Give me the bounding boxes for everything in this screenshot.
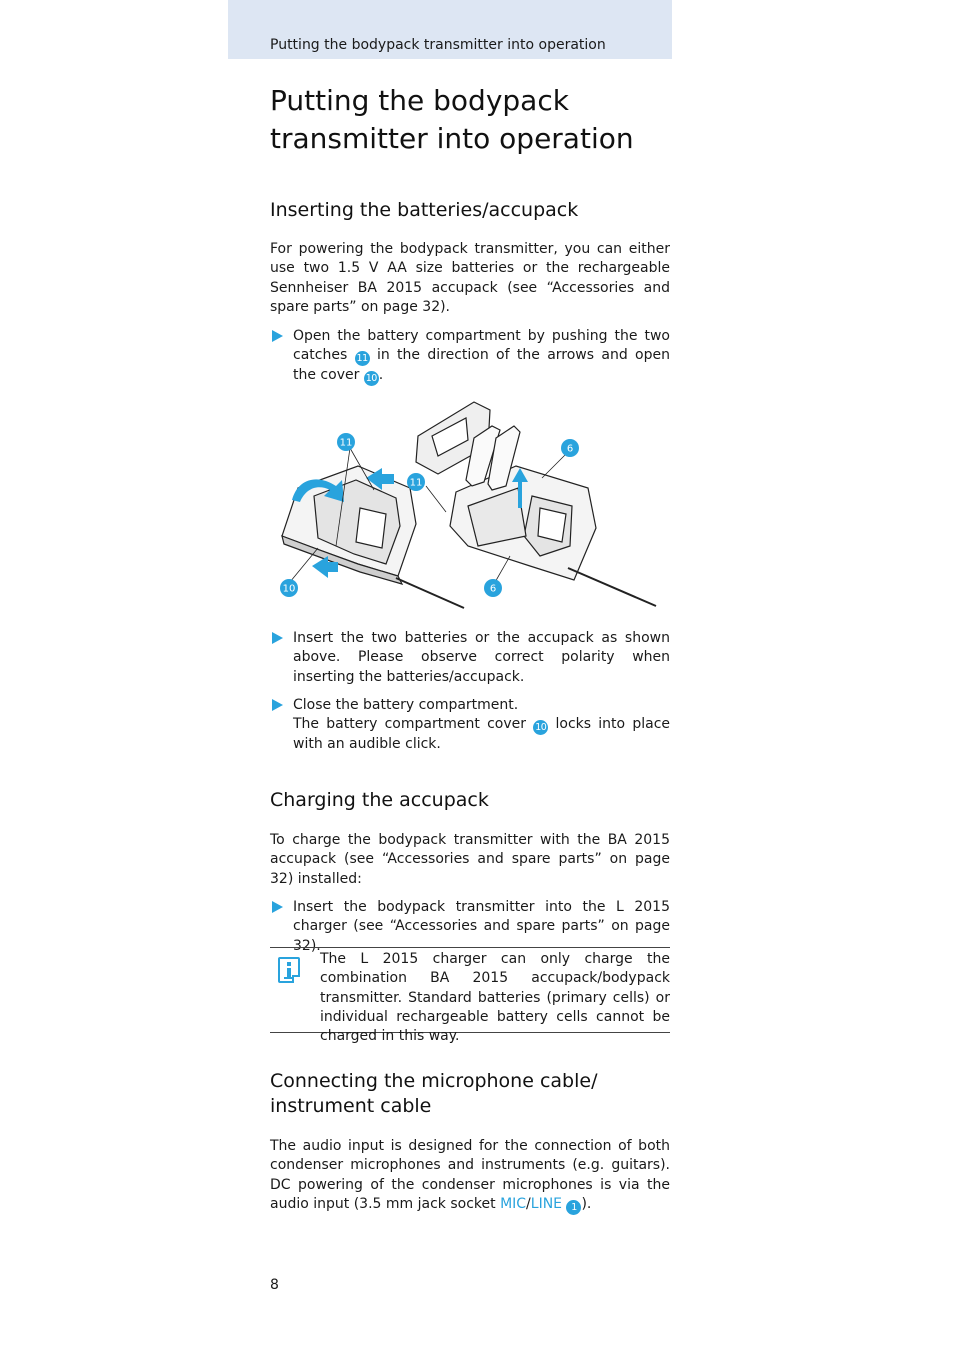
section-heading-charging: Charging the accupack xyxy=(270,789,489,811)
section-heading-cable: Connecting the microphone cable/ instrument cable xyxy=(270,1070,598,1117)
battery-insertion-illustration xyxy=(278,396,668,616)
step-open-compartment xyxy=(270,327,670,386)
callout-jack-icon: 1 xyxy=(566,1200,581,1215)
cable-body-end: ). xyxy=(581,1195,592,1212)
step-text: . xyxy=(378,367,384,384)
callout-cover-icon: 10 xyxy=(535,722,547,734)
step-text: in the direction of the arrows and open the cover xyxy=(293,347,670,384)
callout-catch-icon: 11 xyxy=(356,353,368,365)
info-note-text: The L 2015 charger can only charge the combination BA 2015 accupack/bodypack transmitter. Standard batteries (primary cells) or individual rechargeable battery cells cannot be charged in this way. xyxy=(320,951,670,1045)
bodypack-drawing xyxy=(278,396,668,616)
figure-callout-6: 6 xyxy=(489,583,497,595)
step-text: Insert the bodypack transmitter into the L 2015 charger (see “Accessories and spare parts” on page 32). xyxy=(293,899,670,954)
page-title: Putting the bodypack transmitter into operation xyxy=(270,84,634,155)
step-text: Insert the two batteries or the accupack as shown above. Please observe correct polarity when inserting the batteries/accupack. xyxy=(293,630,670,685)
info-note xyxy=(270,947,670,1045)
charging-intro: To charge the bodypack transmitter with the BA 2015 accupack (see “Accessories and spare parts” on page 32) installed: xyxy=(270,832,670,887)
running-header: Putting the bodypack transmitter into operation xyxy=(270,37,606,53)
line-label: LINE xyxy=(530,1195,563,1212)
step-arrow-icon xyxy=(272,901,283,913)
figure-callout-11: 11 xyxy=(339,437,353,449)
step-text: Open the battery compartment by pushing the two catches xyxy=(293,328,670,364)
page-number: 8 xyxy=(270,1277,279,1293)
figure-callout-6: 6 xyxy=(566,443,574,455)
step-insert-batteries xyxy=(270,629,670,687)
section-heading-batteries: Inserting the batteries/accupack xyxy=(270,199,579,221)
step-arrow-icon xyxy=(272,330,283,342)
step-arrow-icon xyxy=(272,632,283,644)
step-text: Close the battery compartment. xyxy=(293,697,519,713)
figure-callout-10: 10 xyxy=(282,583,296,595)
batteries-intro: For powering the bodypack transmitter, you can either use two 1.5 V AA size batteries or the rechargeable Sennheiser BA 2015 accupack (see “Accessories and spare parts” on page 32). xyxy=(270,241,670,315)
separator: / xyxy=(526,1195,531,1212)
callout-cover-icon: 10 xyxy=(365,373,377,385)
cable-body-text: The audio input is designed for the connection of both condenser microphones and instruments (e.g. guitars). DC powering of the condenser microphones is via the audio input (3.5 mm jack socket xyxy=(270,1138,670,1212)
step-result-text: The battery compartment cover xyxy=(293,716,526,733)
step-result-text: locks into place with an audible click. xyxy=(293,716,671,753)
info-icon xyxy=(278,957,300,983)
figure-callout-11: 11 xyxy=(409,477,423,489)
mic-label: MIC xyxy=(500,1195,527,1212)
cable-body xyxy=(270,1137,670,1215)
step-arrow-icon xyxy=(272,699,283,711)
step-close-compartment xyxy=(270,696,670,755)
